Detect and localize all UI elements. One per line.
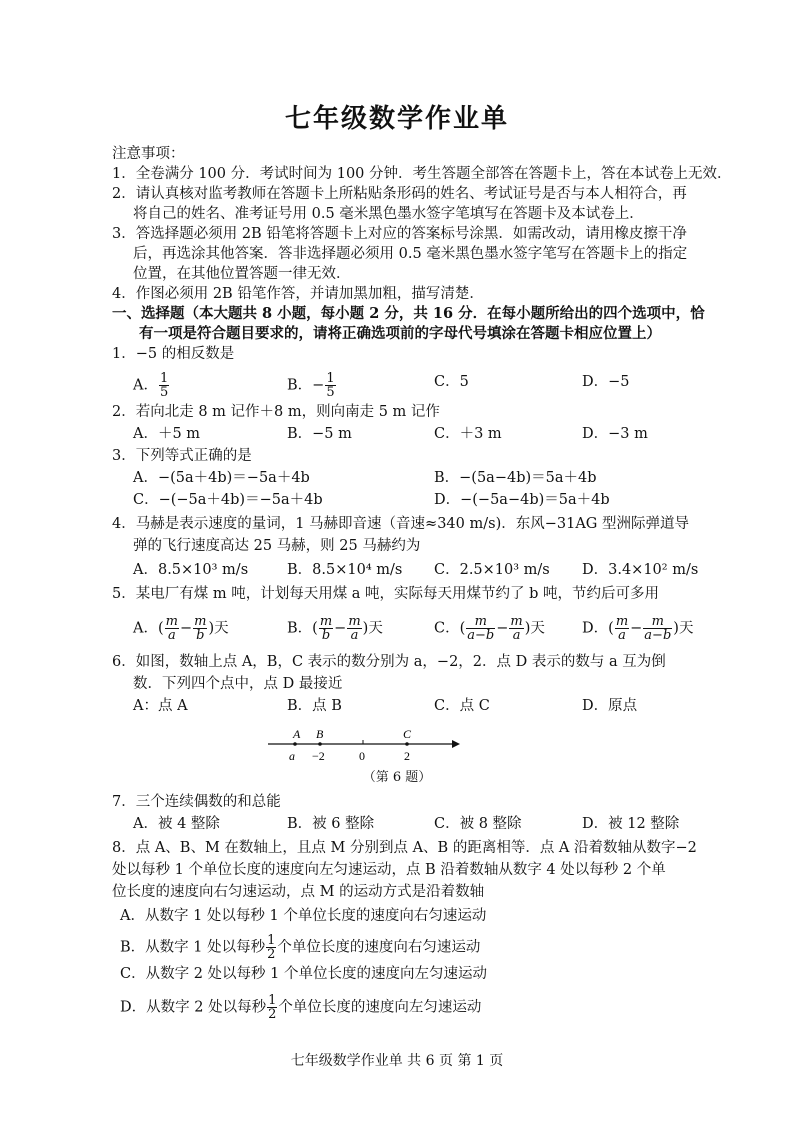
- q6-option-b: B．点 B: [287, 698, 342, 714]
- q8-option-b: B．从数字 1 处以每秒 $\frac{1}{2}$ 个单位长度的速度向右匀速运动: [120, 933, 481, 962]
- q7-option-d: D．被 12 整除: [582, 816, 680, 832]
- q2-option-c: C．＋3 m: [434, 426, 502, 442]
- note-3a: 3．答选择题必须用 2B 铅笔将答题卡上对应的答案标号涂黑．如需改动，请用橡皮擦干净: [112, 226, 687, 242]
- q3-option-d: D．−(−5a−4b)＝5a＋4b: [434, 492, 610, 508]
- q5-option-b: B．( $\frac{m}{b}$ − $\frac{m}{a}$ )天: [287, 614, 383, 643]
- q8-option-c: C．从数字 2 处以每秒 1 个单位长度的速度向左匀速运动: [120, 966, 487, 982]
- q6-stem-b: 数．下列四个点中，点 D 最接近: [133, 676, 343, 692]
- note-1: 1．全卷满分 100 分．考试时间为 100 分钟．考生答题全部答在答题卡上，答在本试卷上无效．: [112, 166, 732, 182]
- q8-stem-c: 位长度的速度向右匀速运动，点 M 的运动方式是沿着数轴: [112, 884, 485, 900]
- point-b-dot: [318, 742, 322, 746]
- q4-option-b: B．8.5×10⁴ m/s: [287, 562, 403, 578]
- q5-option-a: A．( $\frac{m}{a}$ − $\frac{m}{b}$ )天: [133, 614, 229, 643]
- q8-stem-b: 处以每秒 1 个单位长度的速度向左匀速运动，点 B 沿着数轴从数字 4 处以每秒 2 个单: [112, 862, 666, 878]
- q7-option-a: A．被 4 整除: [133, 816, 220, 832]
- note-2a: 2．请认真核对监考教师在答题卡上所粘贴条形码的姓名、考试证号是否与本人相符合，再: [112, 186, 687, 202]
- q6-option-a: A：点 A: [133, 698, 188, 714]
- q7-option-b: B．被 6 整除: [287, 816, 375, 832]
- q7-stem: 7．三个连续偶数的和总能: [112, 794, 281, 810]
- note-3b: 后，再选涂其他答案．答非选择题必须用 0.5 毫米黑色墨水签字笔写在答题卡上的指定: [133, 246, 688, 262]
- q2-option-b: B．−5 m: [287, 426, 352, 442]
- q1-stem: 1．−5 的相反数是: [112, 346, 235, 362]
- section-heading-a: 一、选择题（本大题共 8 小题，每小题 2 分，共 16 分．在每小题所给出的四个选项中，恰: [112, 305, 705, 322]
- number-line-figure: [260, 724, 460, 768]
- q7-option-c: C．被 8 整除: [434, 816, 522, 832]
- q1-option-b: B．− $\frac{1}{5}$: [287, 371, 335, 400]
- q4-stem-a: 4．马赫是表示速度的量词，1 马赫即音速（音速≈340 m/s)．东风−31AG 型洲际弹道导: [112, 516, 689, 532]
- q2-stem: 2．若向北走 8 m 记作＋8 m，则向南走 5 m 记作: [112, 404, 440, 420]
- value-c: 2: [404, 749, 410, 763]
- q4-option-d: D．3.4×10² m/s: [582, 562, 699, 578]
- q6-option-c: C．点 C: [434, 698, 490, 714]
- q5-option-c: C．( $\frac{m}{a-b}$ − $\frac{m}{a}$ )天: [434, 614, 545, 643]
- point-c-dot: [405, 742, 409, 746]
- page-title: 七年级数学作业单: [284, 104, 509, 134]
- label-a: A: [293, 727, 301, 741]
- point-a-dot: [293, 742, 297, 746]
- note-3c: 位置，在其他位置答题一律无效．: [133, 266, 351, 282]
- value-a: a: [289, 749, 295, 763]
- q5-option-d: D．( $\frac{m}{a}$ − $\frac{m}{a-b}$ )天: [582, 614, 694, 643]
- number-line-arrow: [452, 740, 460, 748]
- q6-option-d: D．原点: [582, 698, 638, 714]
- q5-stem: 5．某电厂有煤 m 吨，计划每天用煤 a 吨，实际每天用煤节约了 b 吨，节约后可多用: [112, 586, 660, 602]
- notes-heading: 注意事项：: [112, 146, 185, 162]
- value-b: −2: [312, 749, 325, 763]
- q1-fraction: $\frac{1}{5}$: [159, 371, 169, 400]
- q1-option-a: A． $\frac{1}{5}$: [133, 371, 169, 400]
- label-b: B: [316, 727, 324, 741]
- q3-stem: 3．下列等式正确的是: [112, 448, 252, 464]
- page-footer: 七年级数学作业单 共 6 页 第 1 页: [290, 1053, 504, 1069]
- q3-option-b: B．−(5a−4b)＝5a＋4b: [434, 470, 597, 486]
- q4-stem-b: 弹的飞行速度高达 25 马赫，则 25 马赫约为: [133, 538, 421, 554]
- q1-option-d: D．−5: [582, 374, 630, 390]
- q4-option-c: C．2.5×10³ m/s: [434, 562, 550, 578]
- value-origin: 0: [359, 749, 365, 763]
- q6-stem-a: 6．如图，数轴上点 A，B，C 表示的数分别为 a，−2，2．点 D 表示的数与 a 互为倒: [112, 654, 666, 670]
- q3-option-a: A．−(5a＋4b)＝−5a＋4b: [133, 470, 310, 486]
- q8-option-a: A．从数字 1 处以每秒 1 个单位长度的速度向右匀速运动: [120, 908, 487, 924]
- q2-option-a: A．＋5 m: [133, 426, 201, 442]
- q1-fraction-b: $\frac{1}{5}$: [326, 371, 335, 400]
- section-heading-b: 有一项是符合题目要求的，请将正确选项前的字母代号填涂在答题卡相应位置上）: [139, 325, 661, 342]
- q8-stem-a: 8．点 A、B、M 在数轴上，且点 M 分别到点 A、B 的距离相等．点 A 沿着数轴从数字−2: [112, 840, 697, 856]
- q3-option-c: C．−(−5a＋4b)＝−5a＋4b: [133, 492, 323, 508]
- figure-caption: （第 6 题）: [362, 770, 432, 785]
- q4-option-a: A．8.5×10³ m/s: [133, 562, 249, 578]
- note-4: 4．作图必须用 2B 铅笔作答，并请加黑加粗，描写清楚．: [112, 286, 484, 302]
- q8-option-d: D．从数字 2 处以每秒 $\frac{1}{2}$ 个单位长度的速度向左匀速运动: [120, 993, 482, 1022]
- q2-option-d: D．−3 m: [582, 426, 648, 442]
- note-2b: 将自己的姓名、准考证号用 0.5 毫米黑色墨水签字笔填写在答题卡及本试卷上．: [133, 206, 644, 222]
- q1-option-c: C．5: [434, 374, 469, 390]
- label-c: C: [403, 727, 412, 741]
